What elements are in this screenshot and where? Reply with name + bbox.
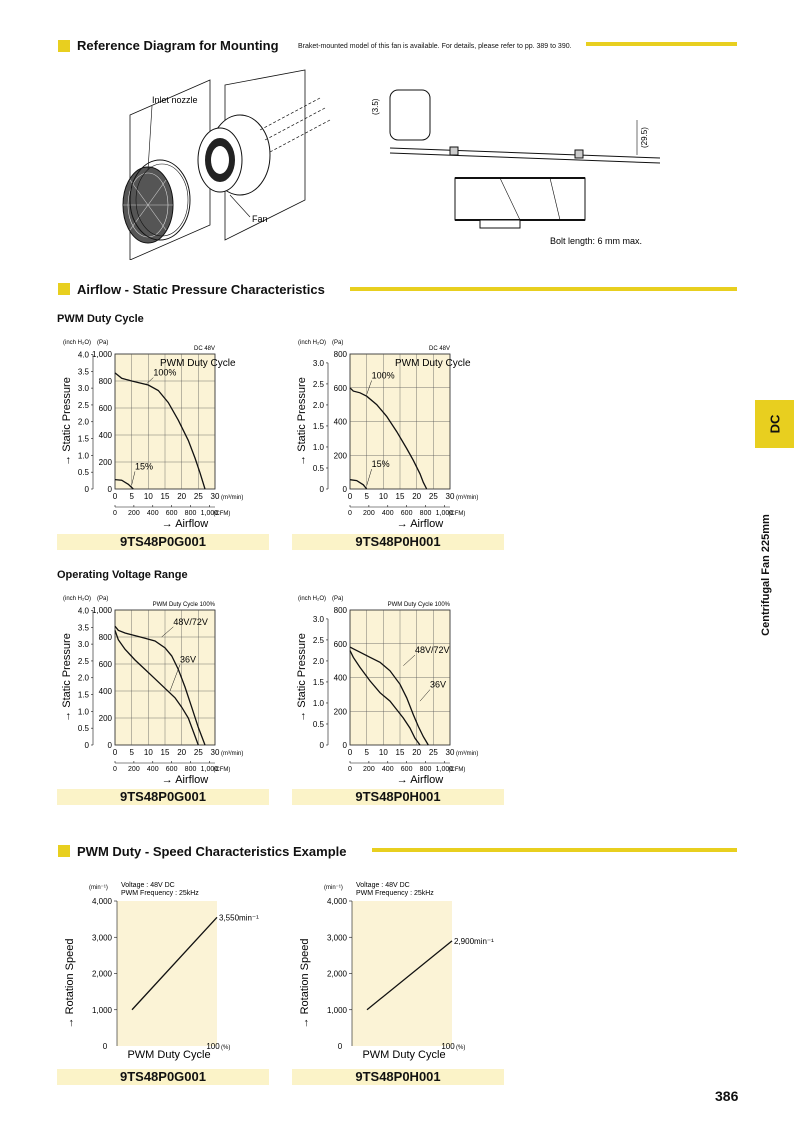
- x-tick-label: 5: [364, 492, 369, 501]
- inch-tick-label: 2.0: [77, 673, 89, 683]
- condition-frequency: PWM Frequency : 25kHz: [356, 890, 434, 897]
- x-tick-label: 15: [395, 492, 405, 501]
- condition-voltage: Voltage : 48V DC: [121, 882, 175, 889]
- fan-label: Fan: [252, 214, 268, 224]
- pa-tick-label: 600: [98, 404, 112, 413]
- y-tick-label: 3,000: [91, 933, 112, 943]
- section-marker: [58, 845, 70, 857]
- pa-tick-label: 400: [98, 431, 112, 440]
- inch-tick-label: 2.5: [77, 400, 89, 410]
- x-tick-label: 15: [160, 492, 170, 501]
- pa-tick-label: 0: [342, 485, 347, 494]
- cfm-tick-label: 600: [165, 766, 178, 773]
- model-band: 9TS48P0H001: [292, 1069, 504, 1085]
- x-tick-label: 20: [177, 748, 187, 757]
- pa-tick-label: 200: [98, 458, 112, 467]
- model-band: 9TS48P0G001: [57, 1069, 269, 1085]
- section-marker: [58, 283, 70, 295]
- x-tick-label: 25: [193, 748, 203, 757]
- model-band: 9TS48P0G001: [57, 534, 269, 550]
- cfm-tick-label: 600: [400, 510, 413, 517]
- cfm-tick-label: 1,000: [435, 510, 454, 517]
- bolt-note: Bolt length: 6 mm max.: [550, 236, 643, 246]
- cfm-tick-label: 1,000: [200, 510, 219, 517]
- x-tick-label: 100: [206, 1042, 220, 1051]
- x-axis-label: → Airflow: [161, 518, 209, 529]
- series-label: 36V: [430, 679, 447, 690]
- side-tab: [755, 400, 794, 448]
- cfm-tick-label: 0: [348, 510, 352, 517]
- pa-tick-label: 400: [333, 673, 347, 683]
- x-axis-label: PWM Duty Cycle: [362, 1049, 446, 1061]
- x-tick-label: 20: [177, 492, 187, 501]
- chart-header: DC 48V: [193, 346, 215, 352]
- x-tick-label: 30: [210, 492, 220, 501]
- pa-tick-label: 0: [107, 485, 112, 494]
- cfm-tick-label: 800: [419, 766, 432, 773]
- inch-tick-label: 1.5: [77, 690, 89, 700]
- chart-header: DC 48V: [428, 346, 450, 352]
- inch-tick-label: 4.0: [77, 606, 89, 616]
- inch-tick-label: 0.5: [312, 463, 324, 473]
- subhead-voltage: Operating Voltage Range: [57, 569, 188, 581]
- inch-tick-label: 3.5: [77, 367, 89, 377]
- x-tick-label: 10: [143, 492, 153, 501]
- cfm-tick-label: 0: [113, 766, 117, 773]
- x-unit-m3: (m³/min): [221, 751, 244, 757]
- chart-volt-g: [57, 590, 287, 785]
- pa-tick-label: 1,000: [91, 350, 112, 359]
- x-tick-label: 30: [445, 492, 455, 501]
- x-axis-label: → Airflow: [396, 774, 444, 785]
- inch-tick-label: 4.0: [77, 350, 89, 360]
- pa-tick-label: 600: [333, 383, 347, 393]
- x-tick-label: 25: [428, 748, 438, 757]
- inch-tick-label: 0: [319, 485, 324, 494]
- x-tick-label: 10: [378, 492, 388, 501]
- mounting-note: Braket-mounted model of this fan is available. For details, please refer to pp. 389 to 390.: [298, 43, 572, 50]
- dim-29-5: (29.5): [640, 127, 649, 148]
- inch-tick-label: 1.5: [77, 434, 89, 444]
- cfm-tick-label: 800: [419, 510, 432, 517]
- section-title-airflow: Airflow - Static Pressure Characteristics: [77, 282, 325, 297]
- pa-tick-label: 200: [333, 707, 347, 717]
- y-axis-label: → Static Pressure: [296, 633, 308, 722]
- inch-tick-label: 2.0: [77, 417, 89, 427]
- x-tick-label: 5: [129, 492, 134, 501]
- y-unit-pa: (Pa): [332, 596, 344, 602]
- cfm-tick-label: 400: [146, 510, 159, 517]
- inch-tick-label: 3.5: [77, 623, 89, 633]
- x-tick-label: 0: [112, 492, 118, 501]
- cfm-tick-label: 600: [400, 766, 413, 773]
- chart-header: PWM Duty Cycle 100%: [152, 602, 215, 608]
- x-tick-label: 0: [347, 748, 353, 757]
- x-axis-label: PWM Duty Cycle: [127, 1049, 211, 1061]
- x-axis-label: → Airflow: [161, 774, 209, 785]
- section-title-mounting: Reference Diagram for Mounting: [77, 38, 279, 53]
- x-tick-label: 5: [364, 748, 369, 757]
- section-rule: [372, 848, 737, 852]
- inch-tick-label: 3.0: [77, 384, 89, 394]
- y-unit-inch: (inch H₂O): [63, 596, 91, 602]
- model-band: 9TS48P0H001: [292, 789, 504, 805]
- legend-title: PWM Duty Cycle: [160, 358, 236, 369]
- y-unit: (min⁻¹): [324, 885, 343, 891]
- y-tick-label: 4,000: [326, 897, 347, 906]
- y-axis-label: → Rotation Speed: [64, 938, 76, 1029]
- section-rule: [586, 42, 737, 46]
- x-tick-label: 15: [395, 748, 405, 757]
- end-value-label: 2,900min⁻¹: [454, 936, 494, 946]
- inch-tick-label: 2.5: [77, 656, 89, 666]
- cfm-tick-label: 1,000: [200, 766, 219, 773]
- condition-voltage: Voltage : 48V DC: [356, 882, 410, 889]
- y-unit-pa: (Pa): [332, 340, 344, 346]
- inch-tick-label: 0.5: [77, 724, 89, 734]
- series-label: 48V/72V: [173, 616, 208, 627]
- plot-area: [117, 901, 217, 1046]
- fan-section: [455, 178, 585, 220]
- inch-tick-label: 1.0: [312, 698, 324, 708]
- pa-tick-label: 1,000: [91, 606, 112, 615]
- legend-title: PWM Duty Cycle: [395, 358, 471, 369]
- x-unit-cfm: (CFM): [213, 511, 231, 517]
- x-unit-m3: (m³/min): [456, 495, 479, 501]
- section-rule: [350, 287, 737, 291]
- x-unit-m3: (m³/min): [221, 495, 244, 501]
- model-band: 9TS48P0G001: [57, 789, 269, 805]
- x-tick-label: 0: [347, 492, 353, 501]
- x-tick-label: 25: [193, 492, 203, 501]
- inch-tick-label: 1.5: [312, 421, 324, 431]
- chart-pwm-h: [292, 334, 522, 529]
- x-unit-cfm: (CFM): [448, 767, 466, 773]
- pa-tick-label: 400: [98, 687, 112, 696]
- y-unit: (min⁻¹): [89, 885, 108, 891]
- x-tick-label: 20: [412, 748, 422, 757]
- y-tick-label: 1,000: [326, 1005, 347, 1015]
- side-label: Centrifugal Fan 225mm: [760, 514, 772, 636]
- cfm-tick-label: 200: [128, 510, 140, 517]
- series-label: 36V: [180, 654, 197, 665]
- y-tick-label: 3,000: [326, 933, 347, 943]
- inch-tick-label: 2.5: [312, 379, 324, 389]
- cfm-tick-label: 800: [184, 766, 197, 773]
- x-tick-label: 10: [378, 748, 388, 757]
- plot-area: [352, 901, 452, 1046]
- dim-3-5: (3.5): [371, 98, 380, 115]
- chart-speed-g: [57, 876, 287, 1066]
- cfm-tick-label: 400: [146, 766, 159, 773]
- cfm-tick-label: 800: [184, 510, 197, 517]
- section-marker: [58, 40, 70, 52]
- side-tab-label: DC: [767, 414, 782, 434]
- chart-speed-h: [292, 876, 522, 1066]
- model-band: 9TS48P0H001: [292, 534, 504, 550]
- pa-tick-label: 400: [333, 417, 347, 427]
- page-number: 386: [715, 1088, 739, 1104]
- y-unit-inch: (inch H₂O): [298, 596, 326, 602]
- inch-tick-label: 0: [319, 741, 324, 750]
- x-axis-label: → Airflow: [396, 518, 444, 529]
- y-unit-inch: (inch H₂O): [298, 340, 326, 346]
- end-value-label: 3,550min⁻¹: [219, 913, 259, 923]
- cfm-tick-label: 200: [363, 766, 375, 773]
- cfm-tick-label: 0: [113, 510, 117, 517]
- y-axis-label: → Static Pressure: [61, 633, 73, 722]
- y-axis-label: → Static Pressure: [61, 377, 73, 466]
- x-unit-cfm: (CFM): [448, 511, 466, 517]
- x-tick-label: 5: [129, 748, 134, 757]
- condition-frequency: PWM Frequency : 25kHz: [121, 890, 199, 897]
- inch-tick-label: 1.0: [77, 451, 89, 461]
- chart-volt-h: [292, 590, 522, 785]
- inch-tick-label: 2.5: [312, 635, 324, 645]
- y-unit-pa: (Pa): [97, 340, 109, 346]
- inch-tick-label: 0.5: [77, 468, 89, 478]
- x-tick-label: 100: [441, 1042, 455, 1051]
- y-tick-label: 1,000: [91, 1005, 112, 1015]
- pa-tick-label: 600: [98, 660, 112, 669]
- cfm-tick-label: 1,000: [435, 766, 454, 773]
- inch-tick-label: 2.0: [312, 400, 324, 410]
- inch-tick-label: 1.0: [312, 442, 324, 452]
- inch-tick-label: 3.0: [77, 640, 89, 650]
- x-tick-label: 10: [143, 748, 153, 757]
- y-tick-label: 2,000: [91, 969, 112, 979]
- inch-tick-label: 0.5: [312, 719, 324, 729]
- y-tick-label: 4,000: [91, 897, 112, 906]
- inch-tick-label: 0: [84, 741, 89, 750]
- x-tick-label: 15: [160, 748, 170, 757]
- y-tick-label: 2,000: [326, 969, 347, 979]
- chart-header: PWM Duty Cycle 100%: [387, 602, 450, 608]
- x-tick-label: 25: [428, 492, 438, 501]
- x-tick-label: 0: [112, 748, 118, 757]
- inch-tick-label: 2.0: [312, 656, 324, 666]
- series-label: 15%: [135, 461, 154, 472]
- inch-tick-label: 0: [84, 485, 89, 494]
- pa-tick-label: 800: [333, 350, 347, 359]
- x-unit: (%): [456, 1045, 466, 1051]
- y-unit-pa: (Pa): [97, 596, 109, 602]
- series-label: 48V/72V: [415, 645, 450, 656]
- cfm-tick-label: 0: [348, 766, 352, 773]
- inch-tick-label: 3.0: [312, 614, 324, 624]
- pa-tick-label: 600: [333, 639, 347, 649]
- y-unit-inch: (inch H₂O): [63, 340, 91, 346]
- x-tick-label: 0: [337, 1042, 343, 1051]
- series-label: 15%: [371, 459, 390, 470]
- x-unit-m3: (m³/min): [456, 751, 479, 757]
- x-tick-label: 0: [102, 1042, 108, 1051]
- pa-tick-label: 200: [333, 451, 347, 461]
- y-axis-label: → Rotation Speed: [299, 938, 311, 1029]
- section-title-speed: PWM Duty - Speed Characteristics Example: [77, 844, 347, 859]
- x-tick-label: 30: [210, 748, 220, 757]
- cfm-tick-label: 200: [363, 510, 375, 517]
- pa-tick-label: 800: [98, 377, 112, 386]
- x-tick-label: 20: [412, 492, 422, 501]
- inch-tick-label: 1.5: [312, 677, 324, 687]
- chart-pwm-g: [57, 334, 287, 529]
- mounting-diagram: [100, 60, 680, 260]
- x-unit-cfm: (CFM): [213, 767, 231, 773]
- series-label: 100%: [371, 370, 395, 381]
- pa-tick-label: 800: [333, 606, 347, 615]
- pa-tick-label: 800: [98, 633, 112, 642]
- pa-tick-label: 0: [107, 741, 112, 750]
- inlet-nozzle-label: Inlet nozzle: [152, 95, 198, 105]
- pa-tick-label: 0: [342, 741, 347, 750]
- inch-tick-label: 1.0: [77, 707, 89, 717]
- cfm-tick-label: 400: [381, 510, 394, 517]
- pa-tick-label: 200: [98, 714, 112, 723]
- inch-tick-label: 3.0: [312, 358, 324, 368]
- cfm-tick-label: 400: [381, 766, 394, 773]
- nozzle-section: [390, 90, 430, 140]
- x-tick-label: 30: [445, 748, 455, 757]
- cfm-tick-label: 600: [165, 510, 178, 517]
- x-unit: (%): [221, 1045, 231, 1051]
- cfm-tick-label: 200: [128, 766, 140, 773]
- y-axis-label: → Static Pressure: [296, 377, 308, 466]
- series-label: 100%: [153, 367, 177, 378]
- subhead-pwm: PWM Duty Cycle: [57, 313, 144, 325]
